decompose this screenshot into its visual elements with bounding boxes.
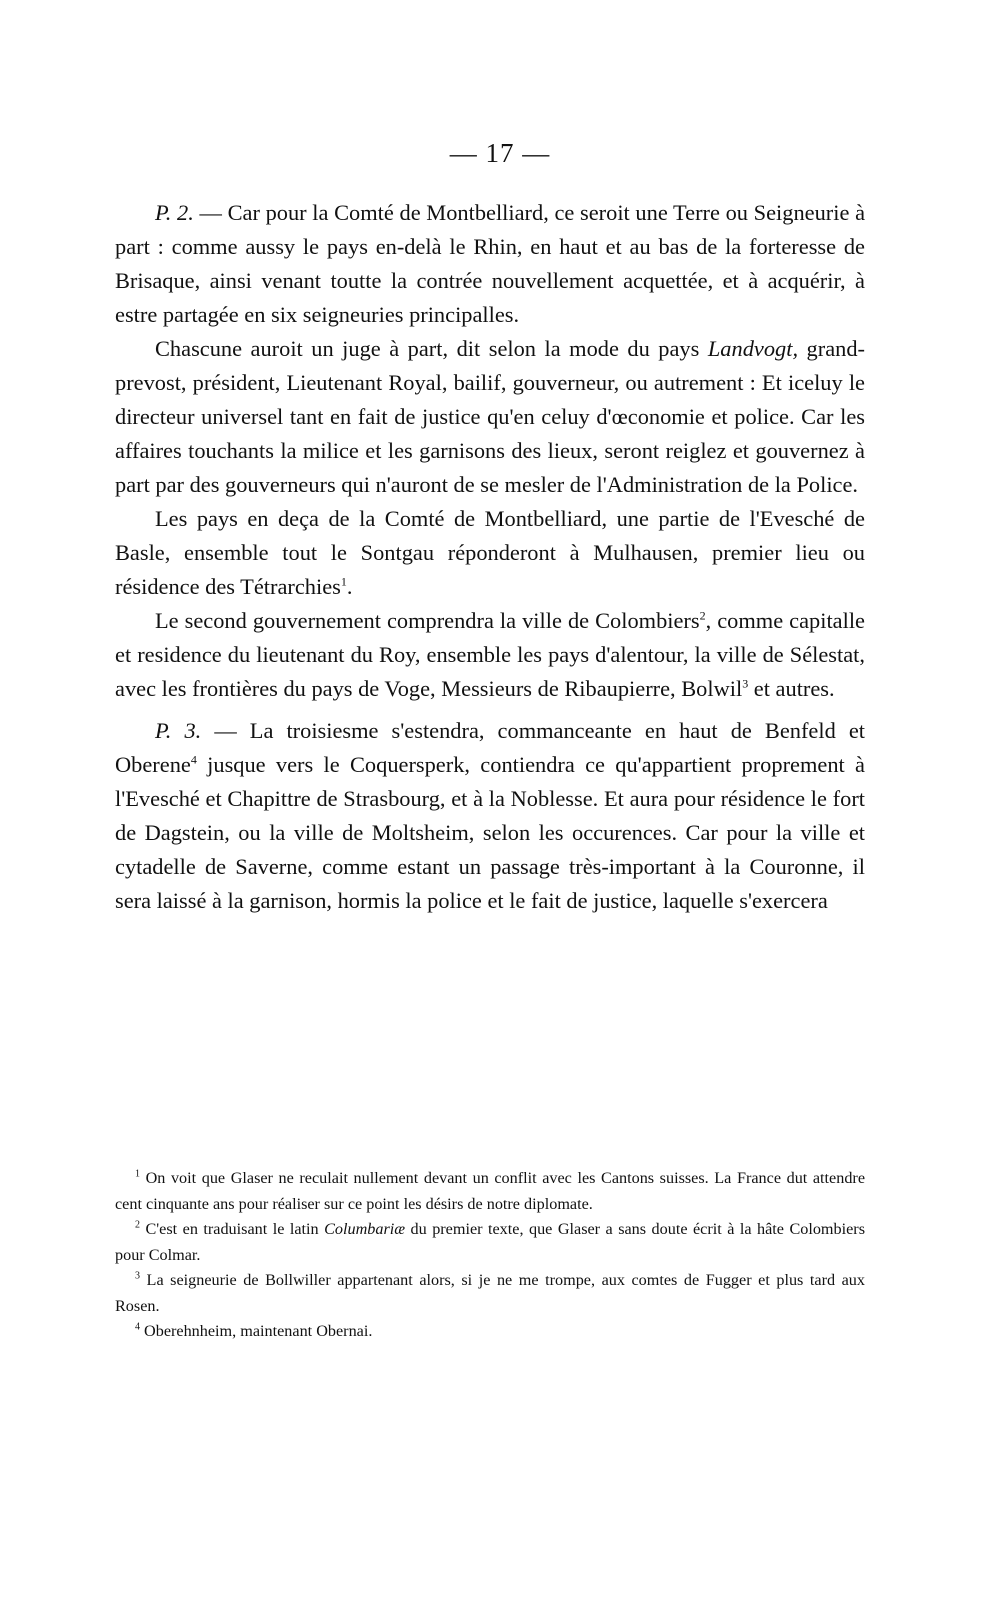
footnote bbox=[115, 1217, 865, 1268]
footnote-text: On voit que Glaser ne reculait nullement devant un conflit avec les Cantons suisses. La France dut attendre cent cinquante ans pour réaliser sur ce point les désirs de notre diplomate. bbox=[115, 1169, 865, 1213]
footnote-marker: 1 bbox=[340, 574, 347, 589]
paragraph bbox=[115, 196, 865, 332]
paragraph-text: — Car pour la Comté de Montbelliard, ce seroit une Terre ou Seigneurie à part : comme aussy le pays en-delà le Rhin, en haut et au bas de la forteresse de Brisaque, ainsi venant toutte la contrée nouvellement acquettée, et à acquérir, à estre partagée en six seigneuries principalles. bbox=[115, 200, 866, 327]
italic-term: Landvogt, bbox=[707, 336, 799, 361]
footnote-text: La seigneurie de Bollwiller appartenant alors, si je ne me trompe, aux comtes de Fugger et plus tard aux Rosen. bbox=[115, 1271, 865, 1315]
main-text bbox=[115, 196, 865, 918]
paragraph bbox=[115, 604, 865, 706]
footnote-marker: 4 bbox=[190, 752, 197, 767]
footnote-text: Oberehnheim, maintenant Obernai. bbox=[140, 1322, 373, 1340]
footnote-mark: 1 bbox=[135, 1168, 140, 1180]
footnote-mark: 3 bbox=[135, 1270, 140, 1282]
paragraph-text: Chascune auroit un juge à part, dit selon la mode du pays bbox=[155, 336, 708, 361]
footnote bbox=[115, 1319, 865, 1345]
italic-term: Columbariæ bbox=[324, 1220, 406, 1238]
footnotes bbox=[115, 1166, 865, 1345]
footnote-marker: 2 bbox=[699, 608, 706, 623]
paragraph-text: et autres. bbox=[748, 676, 835, 701]
paragraph bbox=[115, 502, 865, 604]
section-reference: P. 2. bbox=[155, 200, 194, 225]
paragraph-text: — La troisiesme s'estendra, commanceante en haut de Benfeld et Oberene bbox=[115, 718, 866, 777]
paragraph bbox=[115, 714, 865, 918]
paragraph-text: , comme capitalle et residence du lieutenant du Roy, ensemble les pays d'alentour, la ville de Sélestat, avec les frontières du pays de Voge, Messieurs de Ribaupierre, Bolwil bbox=[115, 608, 865, 701]
footnote-mark: 4 bbox=[135, 1321, 140, 1333]
paragraph-text: Les pays en deça de la Comté de Montbelliard, une partie de l'Evesché de Basle, ensemble tout le Sontgau réponderont à Mulhausen, premier lieu ou résidence des Tétrarchies bbox=[115, 506, 865, 599]
paragraph-text: Le second gouvernement comprendra la ville de Colombiers bbox=[155, 608, 700, 633]
footnote bbox=[115, 1268, 865, 1319]
section-reference: P. 3. bbox=[155, 718, 202, 743]
page-number: — 17 — bbox=[449, 138, 551, 168]
footnote-text: C'est en traduisant le latin bbox=[140, 1220, 325, 1238]
footnote-text: du premier texte, que Glaser a sans doute écrit à la hâte Colombiers pour Colmar. bbox=[115, 1220, 865, 1264]
paragraph-text: . bbox=[346, 574, 353, 599]
paragraph-text: grand-prevost, président, Lieutenant Royal, bailif, gouverneur, ou autrement : Et iceluy le directeur universel tant en fait de justice qu'en celuy d'œconomie et police. Car les affaires touchants la milice et les garnisons des lieux, seront reiglez et gouvernez à part par des gouverneurs qui n'auront de se mesler de l'Administration de la Police. bbox=[115, 336, 865, 497]
paragraph bbox=[115, 332, 865, 502]
paragraph-text: jusque vers le Coquersperk, contiendra ce qu'appartient proprement à l'Evesché et Chapittre de Strasbourg, et à la Noblesse. Et aura pour résidence le fort de Dagstein, ou la ville de Moltsheim, selon les occurences. Car pour la ville et cytadelle de Saverne, comme estant un passage très-important à la Couronne, il sera laissé à la garnison, hormis la police et le fait de justice, laquelle s'exercera bbox=[115, 752, 865, 913]
footnote-marker: 3 bbox=[742, 676, 749, 691]
footnote bbox=[115, 1166, 865, 1217]
footnote-mark: 2 bbox=[135, 1219, 140, 1231]
